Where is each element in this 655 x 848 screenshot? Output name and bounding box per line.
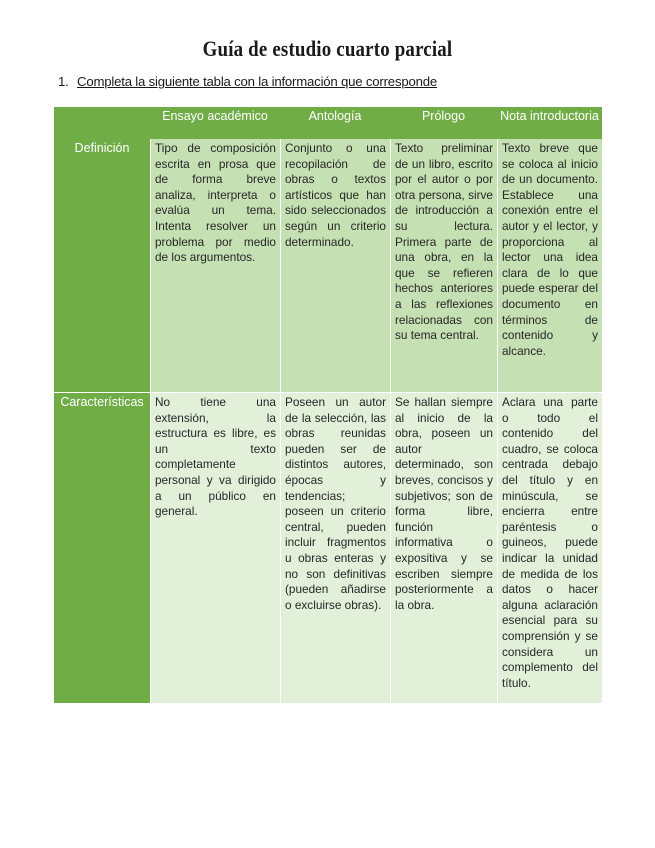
cell-caracteristicas-prologo: Se hallan siempre al inicio de la obra, poseen un autor determinado, son breves, concisos y subjetivos; son de forma libre, función informativa o expositiva y se escriben siempre posteriormente a la obra. bbox=[390, 393, 497, 703]
instruction-text: Completa la siguiente tabla con la información que corresponde bbox=[77, 74, 438, 89]
cell-definicion-antologia: Conjunto o una recopilación de obras o textos artísticos que han sido seleccionados según un criterio determinado. bbox=[280, 139, 390, 393]
page-title: Guía de estudio cuarto parcial bbox=[202, 36, 453, 61]
cell-caracteristicas-ensayo: No tiene una extensión, la estructura es libre, es un texto completamente personal y va dirigido a un público en general. bbox=[150, 393, 280, 703]
cell-definicion-prologo: Texto preliminar de un libro, escrito por el autor o por otra persona, sirve de introducción a su lectura. Primera parte de una obra, en la que se refieren hechos anteriores a las reflexiones relacionadas con su tema central. bbox=[390, 139, 497, 393]
instruction-number: 1. bbox=[58, 74, 69, 89]
cell-definicion-nota: Texto breve que se coloca al inicio de un documento. Establece una conexión entre el autor y el lector, y proporciona al lector una idea clara de lo que puede esperar del documento en términos de contenido y alcance. bbox=[497, 139, 602, 393]
header-ensayo-academico: Ensayo académico bbox=[150, 107, 280, 139]
study-table bbox=[54, 107, 602, 703]
table-row-caracteristicas bbox=[54, 393, 602, 703]
instruction-item bbox=[58, 74, 437, 89]
header-nota-introductoria: Nota introductoria bbox=[497, 107, 602, 139]
header-antologia: Antología bbox=[280, 107, 390, 139]
header-corner bbox=[54, 107, 150, 139]
header-prologo: Prólogo bbox=[390, 107, 497, 139]
cell-caracteristicas-antologia: Poseen un autor de la selección, las obras reunidas pueden ser de distintos autores, épocas y tendencias; poseen un criterio central, pueden incluir fragmentos u obras enteras y no son definitivas (pueden añadirse o excluirse obras). bbox=[280, 393, 390, 703]
cell-definicion-ensayo: Tipo de composición escrita en prosa que de forma breve analiza, interpreta o evalúa un tema. Intenta resolver un problema por medio de los argumentos. bbox=[150, 139, 280, 393]
table-row-definicion bbox=[54, 139, 602, 393]
row-label-definicion: Definición bbox=[54, 139, 150, 393]
cell-caracteristicas-nota: Aclara una parte o todo el contenido del cuadro, se coloca centrada debajo del título y en minúscula, se encierra entre paréntesis o guineos, puede indicar la unidad de medida de los datos o hacer alguna aclaración esencial para su comprensión y se considera un complemento del título. bbox=[497, 393, 602, 703]
row-label-caracteristicas: Características bbox=[54, 393, 150, 703]
table-header-row bbox=[54, 107, 602, 139]
